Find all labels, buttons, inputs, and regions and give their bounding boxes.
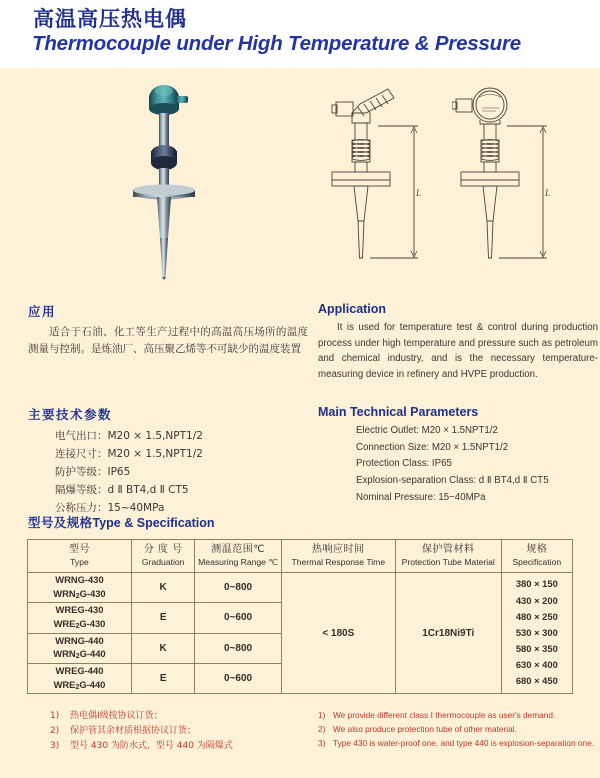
page-title-english: Thermocouple under High Temperature & Pressure [32, 32, 521, 55]
svg-text:L: L [416, 188, 422, 198]
page-title-chinese: 高温高压热电偶 [33, 7, 187, 31]
thermocouple-outline-drawing-round-head [452, 86, 570, 276]
application-section-english [318, 302, 598, 382]
thermocouple-product-photo [118, 78, 210, 283]
column-header-thermal-response-time: 热响应时间 Thermal Response Time [281, 540, 395, 573]
parameter-item: 公称压力：15~40MPa [55, 502, 165, 515]
spec-section-title-chinese: 型号及规格 [28, 515, 93, 530]
footnotes-english [318, 709, 600, 751]
parameters-heading-english: Main Technical Parameters [318, 405, 479, 419]
footnote-item: 3) 型号 430 为防水式，型号 440 为隔爆式 [50, 741, 233, 752]
column-header-specification: 规格 Specification [501, 540, 572, 573]
column-header-type: 型号 Type [28, 540, 132, 573]
parameter-item: Explosion-separation Class: d Ⅱ BT4,d Ⅱ CT5 [356, 475, 549, 487]
table-row [28, 573, 573, 603]
cell-thermal-response-time: < 180S [281, 573, 395, 694]
parameter-item: 防护等级：IP65 [55, 466, 131, 479]
parameter-item: 电气出口：M20 × 1.5,NPT1/2 [55, 430, 203, 442]
footnotes-chinese [50, 709, 310, 754]
footnote-item: 3) Type 430 is water-proof one, and type 440 is explosion-separation one. [318, 737, 595, 748]
column-header-graduation: 分 度 号 Graduation [131, 540, 194, 573]
footnote-item: 2) We also produce protection tube of other material. [318, 723, 517, 734]
cell-type: WREG-430 $WRE_2G-430$ [28, 603, 132, 633]
spec-section-title [28, 513, 215, 531]
cell-measuring-range: 0~600 [195, 603, 281, 633]
cell-protection-tube-material: 1Cr18Ni9Ti [395, 573, 501, 694]
application-heading-chinese: 应用 [28, 304, 57, 319]
footnote-item: 1) 热电偶Ⅰ级按协议订货； [50, 711, 163, 721]
svg-text:L: L [545, 188, 551, 198]
parameter-item: Protection Class: IP65 [356, 458, 452, 470]
cell-type: WRNG-440 $WRN_2G-440$ [28, 633, 132, 663]
parameter-item: Connection Size: M20 × 1.5NPT1/2 [356, 441, 509, 453]
column-header-protection-tube-material: 保护管材料 Protection Tube Material [395, 540, 501, 573]
cell-graduation: K [131, 573, 194, 603]
page-header [0, 0, 600, 68]
application-body-english: It is used for temperature test & control during production process under high temperature and pressure such as petroleum and chemical industry, and is the necessary temperature-measuring device in refinery and HVPE production. [318, 322, 598, 380]
application-section-chinese [28, 302, 308, 358]
parameter-item: Nominal Pressure: 15~40MPa [356, 491, 486, 503]
parameters-list-english [318, 423, 598, 506]
parameters-heading-chinese: 主要技术参数 [28, 407, 113, 422]
cell-measuring-range: 0~800 [195, 573, 281, 603]
specification-table [27, 539, 573, 694]
parameter-item: 隔爆等级：d Ⅱ BT4,d Ⅱ CT5 [55, 484, 189, 497]
footnote-item: 1) We provide different class Ⅰ thermocouple as user's demand. [318, 710, 556, 720]
cell-graduation: E [131, 603, 194, 633]
cell-graduation: E [131, 663, 194, 693]
cell-type: WREG-440 $WRE_2G-440$ [28, 663, 132, 693]
cell-measuring-range: 0~800 [195, 633, 281, 663]
product-image-band [0, 68, 600, 290]
parameters-section-chinese [28, 405, 308, 517]
application-heading-english: Application [318, 302, 387, 316]
cell-specification-list: 380 × 150 430 × 200 480 × 250 530 × 300 580 × 350 630 × 400 680 × 450 [501, 573, 572, 694]
table-header-row [28, 540, 573, 573]
column-header-measuring-range: 测温范围℃ Measuring Range ℃ [195, 540, 281, 573]
parameter-item: Electric Outlet: M20 × 1.5NPT1/2 [356, 425, 498, 436]
parameter-item: 连接尺寸：M20 × 1.5,NPT1/2 [55, 448, 203, 461]
footnote-item: 2) 保护管其余材质根据协议订货； [50, 726, 197, 737]
cell-graduation: K [131, 633, 194, 663]
application-body-chinese: 适合于石油、化工等生产过程中的高温高压场所的温度测量与控制。是炼油厂、高压聚乙烯等不可缺少的温度装置 [28, 326, 308, 355]
parameters-section-english [318, 405, 598, 506]
cell-type: WRNG-430 $WRN_2G-430$ [28, 573, 132, 603]
cell-measuring-range: 0~600 [195, 663, 281, 693]
spec-section-title-english: Type & Specification [92, 516, 215, 530]
parameters-list-chinese [28, 427, 308, 517]
thermocouple-outline-drawing-explosion-proof-head [330, 86, 448, 276]
